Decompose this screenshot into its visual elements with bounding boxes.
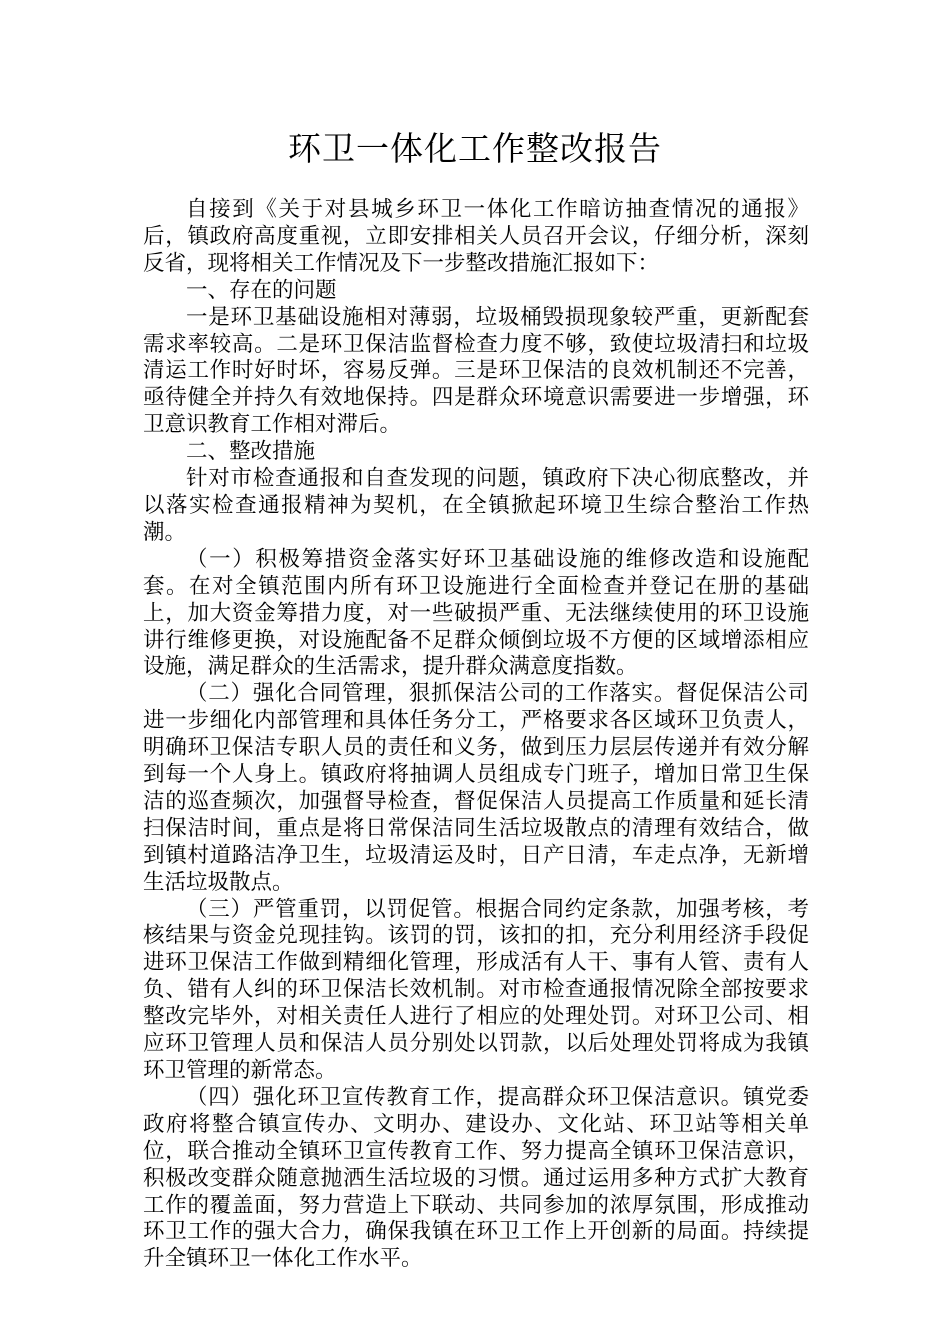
intro-paragraph: 自接到《关于对县城乡环卫一体化工作暗访抽查情况的通报》后，镇政府高度重视，立即安排相关人员召开会议，仔细分析，深刻反省，现将相关工作情况及下一步整改措施汇报如下：: [143, 197, 809, 276]
section-heading-problems: 一、存在的问题: [186, 277, 337, 303]
problems-paragraph: 一是环卫基础设施相对薄弱，垃圾桶毁损现象较严重，更新配套需求率较高。二是环卫保洁监督检查力度不够，致使垃圾清扫和垃圾清运工作时好时坏，容易反弹。三是环卫保洁的良效机制还不完善，亟待健全并持久有效地保持。四是群众环境意识需要进一步增强，环卫意识教育工作相对滞后。: [143, 304, 809, 438]
measure-1-paragraph: （一）积极筹措资金落实好环卫基础设施的维修改造和设施配套。在对全镇范围内所有环卫设施进行全面检查并登记在册的基础上，加大资金筹措力度，对一些破损严重、无法继续使用的环卫设施讲行维修更换，对设施配备不足群众倾倒垃圾不方便的区域增添相应设施，满足群众的生活需求，提升群众满意度指数。: [143, 546, 809, 680]
measures-intro-paragraph: 针对市检查通报和自查发现的问题，镇政府下决心彻底整改，并以落实检查通报精神为契机，在全镇掀起环境卫生综合整治工作热潮。: [143, 466, 809, 545]
measure-2-paragraph: （二）强化合同管理，狠抓保洁公司的工作落实。督促保洁公司进一步细化内部管理和具体任务分工，严格要求各区域环卫负责人，明确环卫保洁专职人员的责任和义务，做到压力层层传递并有效分解到每一个人身上。镇政府将抽调人员组成专门班子，增加日常卫生保洁的巡查频次，加强督导检查，督促保洁人员提高工作质量和延长清扫保洁时间，重点是将日常保洁同生活垃圾散点的清理有效结合，做到镇村道路洁净卫生，垃圾清运及时，日产日清，车走点净，无新增生活垃圾散点。: [143, 681, 809, 895]
measure-4-paragraph: （四）强化环卫宣传教育工作，提高群众环卫保洁意识。镇党委政府将整合镇宣传办、文明办、建设办、文化站、环卫站等相关单位，联合推动全镇环卫宣传教育工作、努力提高全镇环卫保洁意识，积极改变群众随意抛洒生活垃圾的习惯。通过运用多种方式扩大教育工作的覆盖面，努力营造上下联动、共同参加的浓厚氛围，形成推动环卫工作的强大合力，确保我镇在环卫工作上开创新的局面。持续提升全镇环卫一体化工作水平。: [143, 1084, 809, 1272]
document-body: [143, 197, 809, 1273]
section-heading-measures: 二、整改措施: [186, 439, 316, 465]
document-title: 环卫一体化工作整改报告: [288, 129, 662, 168]
measure-3-paragraph: （三）严管重罚，以罚促管。根据合同约定条款，加强考核，考核结果与资金兑现挂钩。该罚的罚，该扣的扣，充分利用经济手段促进环卫保洁工作做到精细化管理，形成活有人干、事有人管、责有人负、错有人纠的环卫保洁长效机制。对市检查通报情况除全部按要求整改完毕外，对相关责任人进行了相应的处理处罚。对环卫公司、相应环卫管理人员和保洁人员分别处以罚款，以后处理处罚将成为我镇环卫管理的新常态。: [143, 896, 809, 1083]
